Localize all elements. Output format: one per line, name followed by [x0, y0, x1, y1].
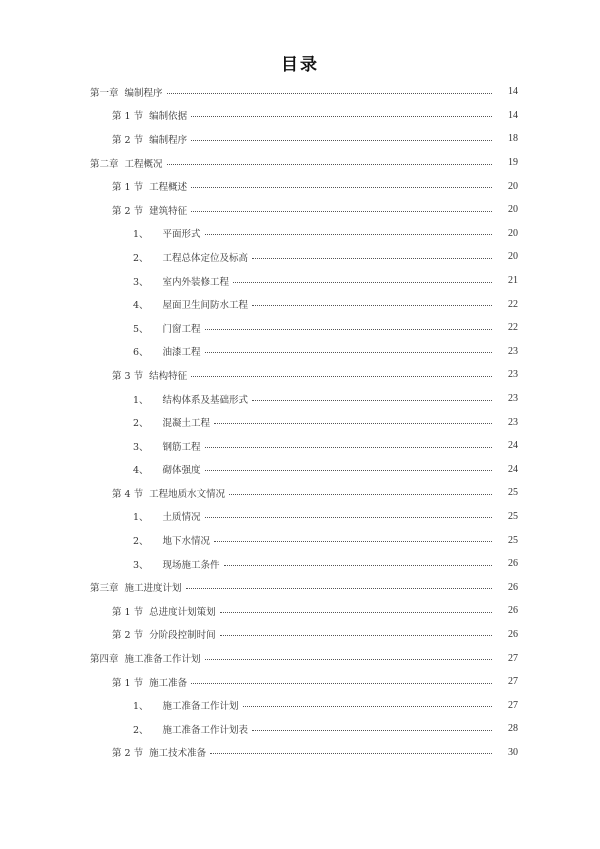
toc-entry-number: 4、 — [133, 465, 149, 477]
toc-section-entry[interactable] — [0, 174, 600, 198]
toc-subitem-entry[interactable] — [0, 245, 600, 269]
toc-entry-title: 施工准备工作计划表 — [162, 724, 249, 736]
toc-entry-heading — [133, 698, 239, 712]
toc-entry-heading — [133, 533, 210, 547]
toc-entry-number: 第一章 — [90, 87, 119, 99]
toc-entry-number: 第四章 — [90, 654, 119, 666]
toc-subitem-entry[interactable] — [0, 505, 600, 529]
toc-entry-heading — [133, 415, 210, 429]
toc-page-number: 23 — [508, 345, 518, 357]
toc-dot-leader — [186, 588, 492, 589]
toc-entry-heading — [133, 722, 248, 736]
toc-entry-heading — [112, 179, 187, 193]
toc-dot-leader — [210, 753, 492, 754]
toc-page-number: 21 — [508, 275, 518, 287]
toc-entry-number: 第 2 节 — [112, 205, 144, 217]
toc-dot-leader — [243, 706, 492, 707]
toc-entry-number: 1、 — [133, 701, 149, 713]
toc-page-number: 30 — [508, 746, 518, 758]
toc-entry-number: 第 2 节 — [112, 134, 144, 146]
toc-subitem-entry[interactable] — [0, 292, 600, 316]
toc-subitem-entry[interactable] — [0, 269, 600, 293]
toc-subitem-entry[interactable] — [0, 458, 600, 482]
toc-dot-leader — [220, 612, 492, 613]
toc-entry-title: 编制程序 — [149, 134, 188, 146]
toc-entry-number: 第 1 节 — [112, 606, 144, 618]
toc-dot-leader — [205, 234, 492, 235]
toc-entry-number: 3、 — [133, 276, 149, 288]
toc-entry-title: 分阶段控制时间 — [149, 630, 216, 642]
toc-section-entry[interactable] — [0, 198, 600, 222]
toc-entry-title: 编制依据 — [149, 111, 188, 123]
toc-dot-leader — [233, 282, 492, 283]
toc-entry-title: 工程概况 — [124, 158, 163, 170]
toc-entry-title: 工程总体定位及标高 — [162, 252, 249, 264]
toc-entry-title: 土质情况 — [162, 512, 201, 524]
toc-entry-heading — [133, 439, 201, 453]
toc-page-number: 22 — [508, 298, 518, 310]
toc-entry-heading — [90, 651, 201, 665]
toc-page-number: 26 — [508, 605, 518, 617]
toc-entry-heading — [133, 344, 201, 358]
table-of-contents — [0, 80, 600, 764]
toc-entry-heading — [133, 226, 201, 240]
toc-entry-number: 6、 — [133, 347, 149, 359]
toc-dot-leader — [252, 400, 492, 401]
toc-dot-leader — [205, 659, 492, 660]
toc-dot-leader — [252, 305, 492, 306]
toc-entry-heading — [133, 297, 248, 311]
toc-entry-heading — [133, 462, 201, 476]
toc-entry-number: 2、 — [133, 724, 149, 736]
toc-chapter-entry[interactable] — [0, 646, 600, 670]
toc-entry-heading — [112, 604, 216, 618]
toc-entry-heading — [112, 203, 187, 217]
toc-entry-heading — [112, 745, 206, 759]
toc-entry-number: 第 2 节 — [112, 630, 144, 642]
toc-entry-title: 施工进度计划 — [124, 583, 182, 595]
toc-entry-number: 2、 — [133, 536, 149, 548]
toc-entry-heading — [90, 156, 163, 170]
toc-section-entry[interactable] — [0, 741, 600, 765]
toc-page-number: 25 — [508, 510, 518, 522]
toc-chapter-entry[interactable] — [0, 575, 600, 599]
toc-dot-leader — [205, 447, 492, 448]
toc-entry-title: 结构体系及基础形式 — [162, 394, 249, 406]
toc-entry-title: 施工准备 — [149, 677, 188, 689]
toc-page-number: 23 — [508, 369, 518, 381]
toc-page-number: 25 — [508, 487, 518, 499]
toc-dot-leader — [220, 635, 492, 636]
toc-entry-heading — [112, 486, 225, 500]
toc-entry-title: 平面形式 — [162, 229, 201, 241]
toc-entry-heading — [133, 250, 248, 264]
toc-entry-number: 第 2 节 — [112, 748, 144, 760]
toc-page-number: 27 — [508, 699, 518, 711]
toc-dot-leader — [191, 683, 492, 684]
toc-page-number: 22 — [508, 322, 518, 334]
toc-entry-title: 钢筋工程 — [162, 441, 201, 453]
toc-entry-title: 门窗工程 — [162, 323, 201, 335]
toc-page-number: 19 — [508, 157, 518, 169]
toc-entry-number: 第三章 — [90, 583, 119, 595]
toc-page-number: 20 — [508, 180, 518, 192]
toc-page-number: 27 — [508, 676, 518, 688]
toc-subitem-entry[interactable] — [0, 693, 600, 717]
toc-dot-leader — [214, 423, 492, 424]
toc-entry-heading — [133, 557, 220, 571]
toc-entry-title: 编制程序 — [124, 87, 163, 99]
toc-dot-leader — [191, 211, 492, 212]
toc-entry-heading — [112, 675, 187, 689]
toc-dot-leader — [229, 494, 492, 495]
toc-section-entry[interactable] — [0, 363, 600, 387]
toc-entry-heading — [112, 368, 187, 382]
toc-entry-number: 2、 — [133, 418, 149, 430]
toc-subitem-entry[interactable] — [0, 387, 600, 411]
toc-dot-leader — [191, 116, 492, 117]
toc-entry-heading — [90, 580, 182, 594]
toc-entry-number: 4、 — [133, 300, 149, 312]
toc-entry-title: 油漆工程 — [162, 347, 201, 359]
toc-entry-title: 总进度计划策划 — [149, 606, 216, 618]
toc-entry-title: 施工准备工作计划 — [162, 701, 239, 713]
toc-entry-title: 混凝土工程 — [162, 418, 211, 430]
toc-entry-heading — [112, 627, 216, 641]
toc-entry-title: 地下水情况 — [162, 536, 211, 548]
toc-dot-leader — [214, 541, 492, 542]
toc-subitem-entry[interactable] — [0, 434, 600, 458]
toc-entry-title: 施工准备工作计划 — [124, 654, 201, 666]
toc-entry-heading — [133, 392, 248, 406]
toc-dot-leader — [191, 140, 492, 141]
toc-page-number: 18 — [508, 133, 518, 145]
toc-subitem-entry[interactable] — [0, 717, 600, 741]
toc-dot-leader — [205, 352, 492, 353]
toc-section-entry[interactable] — [0, 599, 600, 623]
toc-section-entry[interactable] — [0, 127, 600, 151]
toc-entry-heading — [133, 274, 229, 288]
toc-entry-title: 工程地质水文情况 — [149, 488, 226, 500]
toc-page-number: 24 — [508, 463, 518, 475]
toc-entry-heading — [112, 132, 187, 146]
toc-subitem-entry[interactable] — [0, 222, 600, 246]
toc-entry-title: 室内外装修工程 — [162, 276, 230, 288]
toc-dot-leader — [191, 376, 492, 377]
toc-chapter-entry[interactable] — [0, 151, 600, 175]
toc-entry-number: 1、 — [133, 512, 149, 524]
toc-entry-number: 第 1 节 — [112, 182, 144, 194]
toc-entry-heading — [112, 108, 187, 122]
page-title: 目录 — [281, 55, 319, 75]
toc-subitem-entry[interactable] — [0, 340, 600, 364]
toc-dot-leader — [252, 258, 492, 259]
toc-entry-number: 第 1 节 — [112, 111, 144, 123]
toc-entry-number: 3、 — [133, 441, 149, 453]
toc-entry-heading — [133, 509, 201, 523]
toc-page-number: 25 — [508, 534, 518, 546]
toc-entry-number: 1、 — [133, 394, 149, 406]
toc-entry-number: 5、 — [133, 323, 149, 335]
toc-page-number: 14 — [508, 86, 518, 98]
toc-dot-leader — [224, 565, 492, 566]
toc-page-number: 28 — [508, 723, 518, 735]
toc-page-number: 20 — [508, 251, 518, 263]
toc-dot-leader — [205, 470, 492, 471]
toc-entry-number: 第 4 节 — [112, 488, 144, 500]
toc-entry-title: 屋面卫生间防水工程 — [162, 300, 249, 312]
toc-page-number: 14 — [508, 109, 518, 121]
toc-page-number: 23 — [508, 416, 518, 428]
toc-chapter-entry[interactable] — [0, 80, 600, 104]
toc-page-number: 20 — [508, 204, 518, 216]
toc-entry-title: 砌体强度 — [162, 465, 201, 477]
toc-subitem-entry[interactable] — [0, 528, 600, 552]
toc-entry-number: 第 1 节 — [112, 677, 144, 689]
toc-entry-number: 第 3 节 — [112, 370, 144, 382]
toc-entry-title: 结构特征 — [149, 370, 188, 382]
toc-subitem-entry[interactable] — [0, 410, 600, 434]
toc-entry-number: 1、 — [133, 229, 149, 241]
toc-entry-title: 现场施工条件 — [162, 559, 220, 571]
toc-page-number: 26 — [508, 628, 518, 640]
toc-section-entry[interactable] — [0, 104, 600, 128]
toc-dot-leader — [205, 329, 492, 330]
toc-subitem-entry[interactable] — [0, 552, 600, 576]
toc-entry-number: 2、 — [133, 252, 149, 264]
toc-dot-leader — [167, 164, 492, 165]
toc-entry-title: 建筑特征 — [149, 205, 188, 217]
toc-page-number: 26 — [508, 558, 518, 570]
toc-dot-leader — [252, 730, 492, 731]
toc-subitem-entry[interactable] — [0, 316, 600, 340]
toc-entry-number: 第二章 — [90, 158, 119, 170]
toc-page-number: 27 — [508, 652, 518, 664]
toc-entry-title: 工程概述 — [149, 182, 188, 194]
toc-page-number: 20 — [508, 227, 518, 239]
toc-entry-title: 施工技术准备 — [149, 748, 207, 760]
toc-page-number: 23 — [508, 393, 518, 405]
toc-section-entry[interactable] — [0, 481, 600, 505]
toc-entry-heading — [90, 85, 163, 99]
toc-entry-number: 3、 — [133, 559, 149, 571]
toc-section-entry[interactable] — [0, 670, 600, 694]
toc-dot-leader — [205, 517, 492, 518]
toc-entry-heading — [133, 321, 201, 335]
toc-section-entry[interactable] — [0, 623, 600, 647]
toc-dot-leader — [191, 187, 492, 188]
toc-page-number: 24 — [508, 440, 518, 452]
toc-page-number: 26 — [508, 581, 518, 593]
toc-dot-leader — [167, 93, 492, 94]
